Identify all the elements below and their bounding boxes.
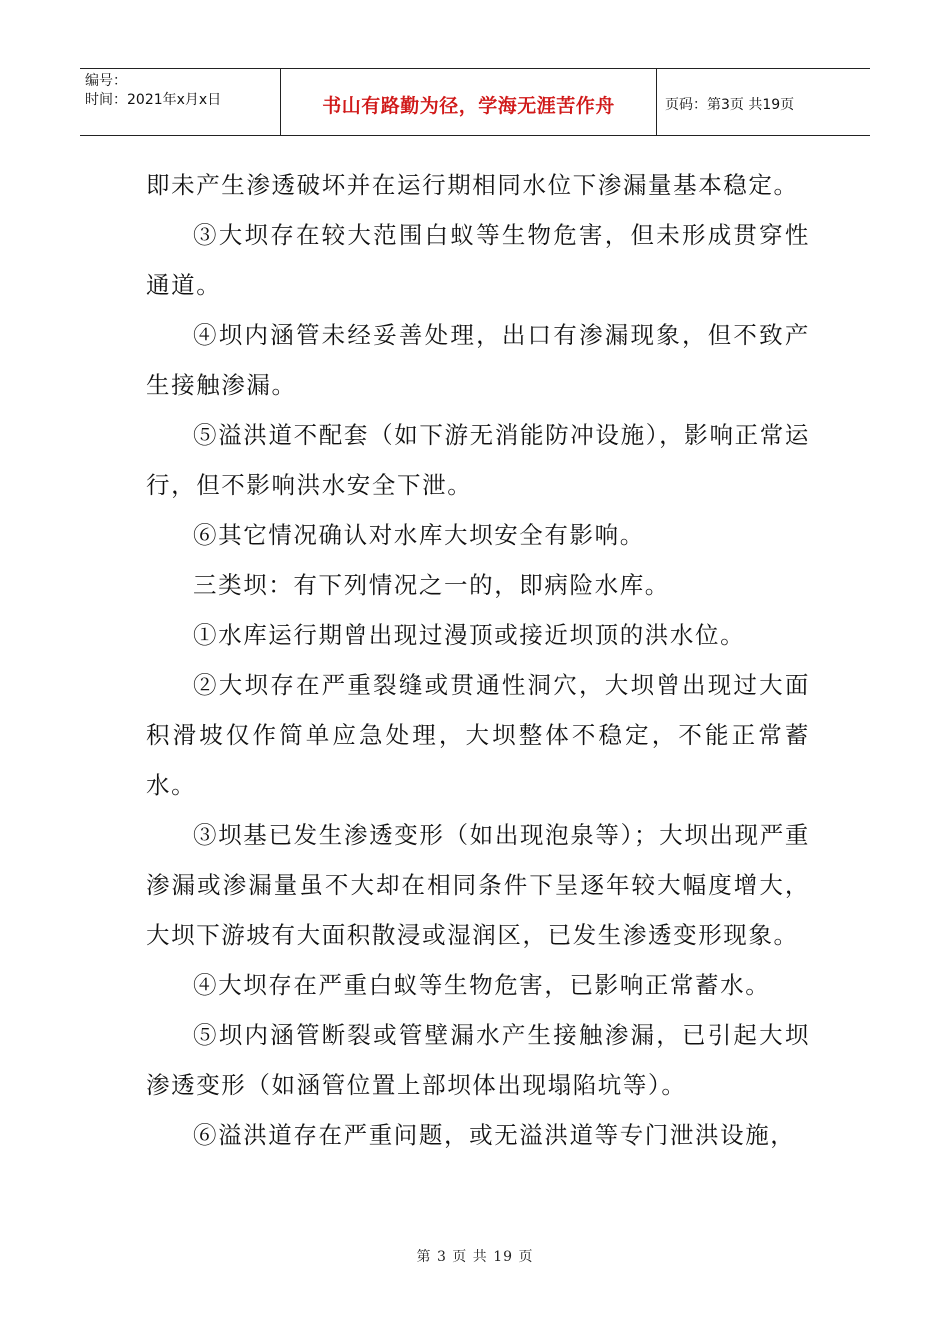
body-paragraph: 即未产生渗透破坏并在运行期相同水位下渗漏量基本稳定。 <box>146 171 799 199</box>
body-paragraph: ③坝基已发生渗透变形（如出现泡泉等）；大坝出现严重渗漏或渗漏量虽不大却在相同条件下呈逐年较大幅度增大，大坝下游坡有大面积散浸或湿润区，已发生渗透变形现象。 <box>146 821 810 949</box>
body-paragraph: 三类坝：有下列情况之一的，即病险水库。 <box>193 571 670 599</box>
header-meta <box>80 69 281 135</box>
body-paragraph: ⑤溢洪道不配套（如下游无消能防冲设施），影响正常运行，但不影响洪水安全下泄。 <box>146 421 810 499</box>
document-number-label: 编号： <box>85 73 127 89</box>
document-time-label: 时间：2021年x月x日 <box>85 92 222 108</box>
body-paragraph: ①水库运行期曾出现过漫顶或接近坝顶的洪水位。 <box>193 621 746 649</box>
body-paragraph: ②大坝存在严重裂缝或贯通性洞穴，大坝曾出现过大面积滑坡仅作简单应急处理，大坝整体不稳定，不能正常蓄水。 <box>146 671 810 799</box>
header-motto: 书山有路勤为径，学海无涯苦作舟 <box>281 69 657 135</box>
page-header <box>80 68 870 136</box>
body-paragraph: ⑥其它情况确认对水库大坝安全有影响。 <box>193 521 645 549</box>
body-paragraph: ④坝内涵管未经妥善处理，出口有渗漏现象，但不致产生接触渗漏。 <box>146 321 810 399</box>
document-body <box>146 160 810 1160</box>
page-footer: 第 3 页 共 19 页 <box>416 1249 534 1265</box>
header-page-info: 页码：第3页 共19页 <box>665 96 795 113</box>
body-paragraph: ⑥溢洪道存在严重问题，或无溢洪道等专门泄洪设施， <box>193 1121 796 1149</box>
body-paragraph: ④大坝存在严重白蚁等生物危害，已影响正常蓄水。 <box>193 971 771 999</box>
body-paragraph: ③大坝存在较大范围白蚁等生物危害，但未形成贯穿性通道。 <box>146 221 810 299</box>
body-paragraph: ⑤坝内涵管断裂或管壁漏水产生接触渗漏，已引起大坝渗透变形（如涵管位置上部坝体出现塌陷坑等）。 <box>146 1021 810 1099</box>
